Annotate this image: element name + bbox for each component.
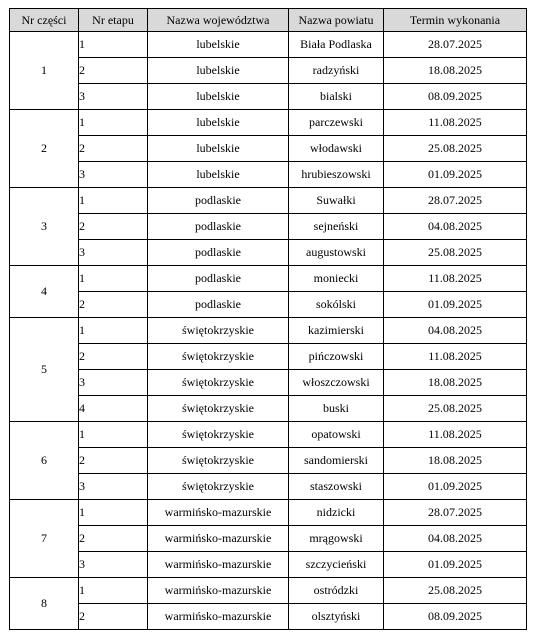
county-cell: Biała Podlaska [289, 32, 384, 58]
county-cell: sandomierski [289, 448, 384, 474]
county-cell: bialski [289, 84, 384, 110]
stage-number-cell: 2 [79, 136, 148, 162]
deadline-cell: 08.09.2025 [384, 604, 527, 630]
table-row [10, 448, 527, 474]
voivodeship-cell: podlaskie [148, 266, 289, 292]
county-cell: radzyński [289, 58, 384, 84]
voivodeship-cell: świętokrzyskie [148, 422, 289, 448]
stage-number-cell: 1 [79, 188, 148, 214]
voivodeship-cell: lubelskie [148, 162, 289, 188]
county-cell: augustowski [289, 240, 384, 266]
county-cell: nidzicki [289, 500, 384, 526]
table-row [10, 474, 527, 500]
part-number-cell: 8 [10, 578, 79, 630]
table-row [10, 422, 527, 448]
deadline-cell: 01.09.2025 [384, 552, 527, 578]
table-row [10, 604, 527, 630]
county-cell: kazimierski [289, 318, 384, 344]
table-row [10, 578, 527, 604]
stage-number-cell: 1 [79, 578, 148, 604]
county-cell: sejneński [289, 214, 384, 240]
deadline-cell: 08.09.2025 [384, 84, 527, 110]
deadline-cell: 25.08.2025 [384, 578, 527, 604]
stage-number-cell: 2 [79, 344, 148, 370]
table-row [10, 162, 527, 188]
county-cell: włodawski [289, 136, 384, 162]
stage-number-cell: 3 [79, 240, 148, 266]
deadline-cell: 11.08.2025 [384, 422, 527, 448]
header-county: Nazwa powiatu [289, 9, 384, 32]
table-row [10, 396, 527, 422]
county-cell: staszowski [289, 474, 384, 500]
voivodeship-cell: lubelskie [148, 136, 289, 162]
part-number-cell: 3 [10, 188, 79, 266]
voivodeship-cell: lubelskie [148, 110, 289, 136]
stage-number-cell: 1 [79, 266, 148, 292]
table-row [10, 526, 527, 552]
header-voivodeship: Nazwa województwa [148, 9, 289, 32]
deadline-cell: 04.08.2025 [384, 214, 527, 240]
stage-number-cell: 2 [79, 604, 148, 630]
header-stage-number: Nr etapu [79, 9, 148, 32]
voivodeship-cell: warmińsko-mazurskie [148, 578, 289, 604]
stage-number-cell: 3 [79, 370, 148, 396]
voivodeship-cell: podlaskie [148, 188, 289, 214]
deadline-cell: 01.09.2025 [384, 474, 527, 500]
header-part-number: Nr części [10, 9, 79, 32]
voivodeship-cell: podlaskie [148, 240, 289, 266]
deadline-cell: 04.08.2025 [384, 318, 527, 344]
table-row [10, 318, 527, 344]
table-row [10, 214, 527, 240]
table-row [10, 370, 527, 396]
stage-number-cell: 3 [79, 162, 148, 188]
table-row [10, 84, 527, 110]
part-number-cell: 5 [10, 318, 79, 422]
deadline-cell: 28.07.2025 [384, 32, 527, 58]
voivodeship-cell: warmińsko-mazurskie [148, 552, 289, 578]
voivodeship-cell: warmińsko-mazurskie [148, 604, 289, 630]
table-row [10, 110, 527, 136]
county-cell: pińczowski [289, 344, 384, 370]
stage-number-cell: 3 [79, 552, 148, 578]
table-row [10, 266, 527, 292]
deadline-cell: 25.08.2025 [384, 396, 527, 422]
voivodeship-cell: świętokrzyskie [148, 474, 289, 500]
schedule-table [9, 8, 527, 630]
deadline-cell: 18.08.2025 [384, 58, 527, 84]
voivodeship-cell: świętokrzyskie [148, 344, 289, 370]
table-header [10, 9, 527, 32]
county-cell: mrągowski [289, 526, 384, 552]
voivodeship-cell: świętokrzyskie [148, 448, 289, 474]
stage-number-cell: 4 [79, 396, 148, 422]
stage-number-cell: 2 [79, 214, 148, 240]
stage-number-cell: 3 [79, 84, 148, 110]
voivodeship-cell: świętokrzyskie [148, 370, 289, 396]
county-cell: hrubieszowski [289, 162, 384, 188]
table-row [10, 58, 527, 84]
stage-number-cell: 1 [79, 500, 148, 526]
stage-number-cell: 2 [79, 526, 148, 552]
table-row [10, 136, 527, 162]
voivodeship-cell: podlaskie [148, 214, 289, 240]
voivodeship-cell: warmińsko-mazurskie [148, 526, 289, 552]
county-cell: opatowski [289, 422, 384, 448]
county-cell: Suwałki [289, 188, 384, 214]
header-deadline: Termin wykonania [384, 9, 527, 32]
deadline-cell: 01.09.2025 [384, 162, 527, 188]
county-cell: olsztyński [289, 604, 384, 630]
stage-number-cell: 1 [79, 318, 148, 344]
part-number-cell: 4 [10, 266, 79, 318]
deadline-cell: 11.08.2025 [384, 266, 527, 292]
county-cell: sokólski [289, 292, 384, 318]
part-number-cell: 7 [10, 500, 79, 578]
part-number-cell: 1 [10, 32, 79, 110]
stage-number-cell: 2 [79, 292, 148, 318]
county-cell: moniecki [289, 266, 384, 292]
county-cell: szczycieński [289, 552, 384, 578]
voivodeship-cell: świętokrzyskie [148, 396, 289, 422]
deadline-cell: 18.08.2025 [384, 370, 527, 396]
voivodeship-cell: świętokrzyskie [148, 318, 289, 344]
table-row [10, 552, 527, 578]
table-row [10, 188, 527, 214]
stage-number-cell: 1 [79, 110, 148, 136]
table-row [10, 500, 527, 526]
stage-number-cell: 3 [79, 474, 148, 500]
deadline-cell: 11.08.2025 [384, 344, 527, 370]
deadline-cell: 28.07.2025 [384, 188, 527, 214]
table-row [10, 292, 527, 318]
deadline-cell: 11.08.2025 [384, 110, 527, 136]
stage-number-cell: 1 [79, 422, 148, 448]
table-body [10, 32, 527, 630]
part-number-cell: 6 [10, 422, 79, 500]
voivodeship-cell: lubelskie [148, 32, 289, 58]
deadline-cell: 01.09.2025 [384, 292, 527, 318]
county-cell: buski [289, 396, 384, 422]
deadline-cell: 18.08.2025 [384, 448, 527, 474]
stage-number-cell: 2 [79, 58, 148, 84]
deadline-cell: 04.08.2025 [384, 526, 527, 552]
voivodeship-cell: warmińsko-mazurskie [148, 500, 289, 526]
voivodeship-cell: podlaskie [148, 292, 289, 318]
county-cell: ostródzki [289, 578, 384, 604]
voivodeship-cell: lubelskie [148, 84, 289, 110]
stage-number-cell: 1 [79, 32, 148, 58]
header-row [10, 9, 527, 32]
voivodeship-cell: lubelskie [148, 58, 289, 84]
county-cell: parczewski [289, 110, 384, 136]
table-row [10, 344, 527, 370]
part-number-cell: 2 [10, 110, 79, 188]
deadline-cell: 25.08.2025 [384, 240, 527, 266]
deadline-cell: 25.08.2025 [384, 136, 527, 162]
deadline-cell: 28.07.2025 [384, 500, 527, 526]
stage-number-cell: 2 [79, 448, 148, 474]
table-row [10, 240, 527, 266]
table-row [10, 32, 527, 58]
county-cell: włoszczowski [289, 370, 384, 396]
